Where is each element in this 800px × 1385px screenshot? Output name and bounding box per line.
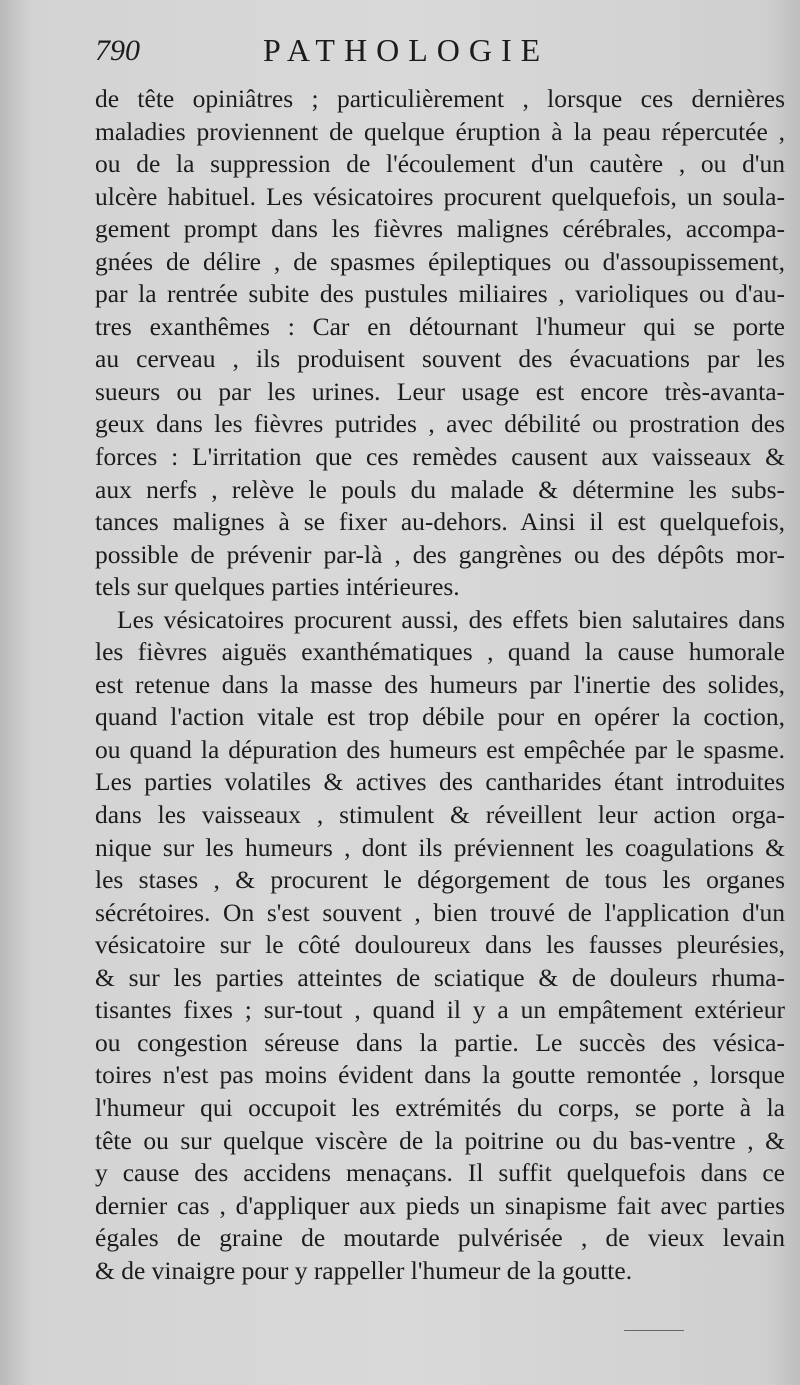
paragraph-1 [95, 83, 785, 604]
text-line: au cerveau , ils produisent souvent des évacuations par les [95, 344, 785, 374]
text-line: l'humeur qui occupoit les extrémités du corps, se porte à la [95, 1092, 785, 1122]
text-line: forces : L'irritation que ces remèdes causent aux vaisseaux & [95, 442, 785, 472]
text-line: quand l'action vitale est trop débile pour en opérer la coction, [95, 702, 785, 732]
text-line: gement prompt dans les fièvres malignes cérébrales, accompa- [95, 214, 785, 244]
text-line: sueurs ou par les urines. Leur usage est encore très-avanta- [95, 376, 785, 406]
text-line: par la rentrée subite des pustules miliaires , varioliques ou d'au- [95, 279, 785, 309]
paragraph-2 [95, 604, 785, 1287]
text-line: tête ou sur quelque viscère de la poitrine ou du bas-ventre , & [95, 1125, 785, 1155]
text-line: vésicatoire sur le côté douloureux dans les fausses pleurésies, [95, 930, 785, 960]
text-line: & de vinaigre pour y rappeller l'humeur de la goutte. [95, 1255, 633, 1285]
text-line: dans les vaisseaux , stimulent & réveillent leur action orga- [95, 800, 785, 830]
text-line: les stases , & procurent le dégorgement de tous les organes [95, 865, 785, 895]
footer-rule [624, 1330, 684, 1331]
text-line: Les parties volatiles & actives des cantharides étant introduites [95, 767, 785, 797]
text-line: tres exanthêmes : Car en détournant l'humeur qui se porte [95, 311, 785, 341]
text-line: tels sur quelques parties intérieures. [95, 572, 460, 602]
running-head [95, 32, 770, 72]
text-line: ou quand la dépuration des humeurs est empêchée par le spasme. [95, 734, 785, 764]
text-line: les fièvres aiguës exanthématiques , quand la cause humorale [95, 637, 785, 667]
text-line: gnées de délire , de spasmes épileptiques ou d'assoupissement, [95, 246, 785, 276]
text-line: est retenue dans la masse des humeurs par l'inertie des solides, [95, 669, 785, 699]
text-line: de tête opiniâtres ; particulièrement , lorsque ces dernières [95, 84, 785, 113]
text-line: sécrétoires. On s'est souvent , bien trouvé de l'application d'un [95, 897, 785, 927]
text-line: égales de graine de moutarde pulvérisée , de vieux levain [95, 1223, 785, 1253]
text-line: tances malignes à se fixer au-dehors. Ainsi il est quelquefois, [95, 507, 785, 537]
text-line: possible de prévenir par-là , des gangrènes ou des dépôts mor- [95, 539, 785, 569]
text-line: geux dans les fièvres putrides , avec débilité ou prostration des [95, 409, 785, 439]
text-line: maladies proviennent de quelque éruption à la peau répercutée , [95, 116, 785, 146]
text-line: nique sur les humeurs , dont ils préviennent les coagulations & [95, 832, 785, 862]
text-line: aux nerfs , relève le pouls du malade & détermine les subs- [95, 474, 785, 504]
page-number: 790 [95, 34, 140, 67]
text-line: tisantes fixes ; sur-tout , quand il y a un empâtement extérieur [95, 995, 785, 1025]
text-line: & sur les parties atteintes de sciatique & de douleurs rhuma- [95, 962, 785, 992]
text-line: dernier cas , d'appliquer aux pieds un sinapisme fait avec parties [95, 1190, 785, 1220]
running-head-title: PATHOLOGIE [263, 32, 550, 68]
text-line: toires n'est pas moins évident dans la goutte remontée , lorsque [95, 1060, 785, 1090]
text-line: ulcère habituel. Les vésicatoires procurent quelquefois, un soula- [95, 181, 785, 211]
text-line: ou congestion séreuse dans la partie. Le succès des vésica- [95, 1027, 785, 1057]
text-line: y cause des accidens menaçans. Il suffit quelquefois dans ce [95, 1158, 785, 1188]
body-text [95, 83, 785, 1287]
text-line: Les vésicatoires procurent aussi, des effets bien salutaires dans [117, 604, 785, 634]
text-line: ou de la suppression de l'écoulement d'un cautère , ou d'un [95, 149, 785, 179]
